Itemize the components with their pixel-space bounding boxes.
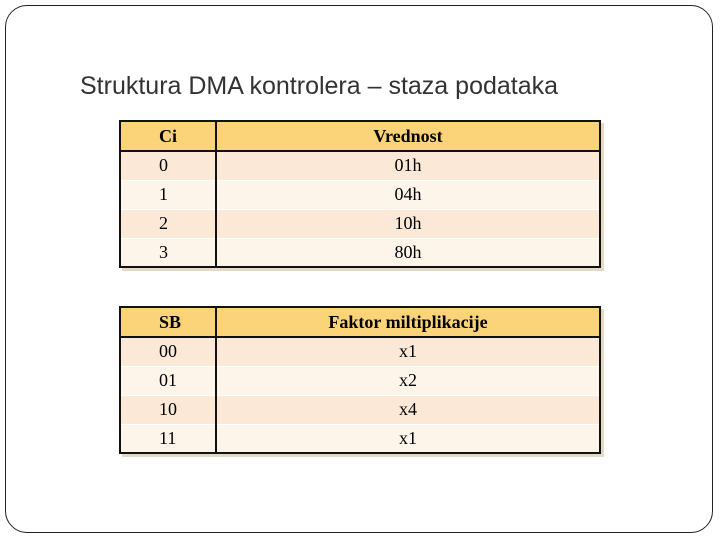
table-cell: 3 bbox=[120, 238, 216, 267]
table-cell: 2 bbox=[120, 209, 216, 238]
table-header-row bbox=[120, 121, 600, 151]
table-cell: 1 bbox=[120, 180, 216, 209]
ci-value-table bbox=[119, 120, 601, 268]
table-cell: 01h bbox=[216, 151, 600, 180]
table-row bbox=[120, 151, 600, 180]
table-row bbox=[120, 180, 600, 209]
header-cell-faktor: Faktor miltiplikacije bbox=[216, 307, 600, 337]
table-cell: x4 bbox=[216, 395, 600, 424]
table-cell: 10 bbox=[120, 395, 216, 424]
table-cell: x2 bbox=[216, 366, 600, 395]
table-cell: 11 bbox=[120, 424, 216, 453]
table-cell: x1 bbox=[216, 424, 600, 453]
table-cell: 0 bbox=[120, 151, 216, 180]
table-cell: 00 bbox=[120, 337, 216, 366]
table-header-row bbox=[120, 307, 600, 337]
table-cell: 01 bbox=[120, 366, 216, 395]
header-cell-vrednost: Vrednost bbox=[216, 121, 600, 151]
table-cell: 10h bbox=[216, 209, 600, 238]
table-row bbox=[120, 366, 600, 395]
header-cell-sb: SB bbox=[120, 307, 216, 337]
table-row bbox=[120, 395, 600, 424]
sb-factor-table bbox=[119, 306, 601, 454]
table-row bbox=[120, 424, 600, 453]
header-cell-ci: Ci bbox=[120, 121, 216, 151]
table-cell: x1 bbox=[216, 337, 600, 366]
table-row bbox=[120, 209, 600, 238]
table-cell: 80h bbox=[216, 238, 600, 267]
slide-title: Struktura DMA kontrolera – staza podataka bbox=[80, 72, 559, 100]
table-cell: 04h bbox=[216, 180, 600, 209]
table-row bbox=[120, 337, 600, 366]
table-row bbox=[120, 238, 600, 267]
